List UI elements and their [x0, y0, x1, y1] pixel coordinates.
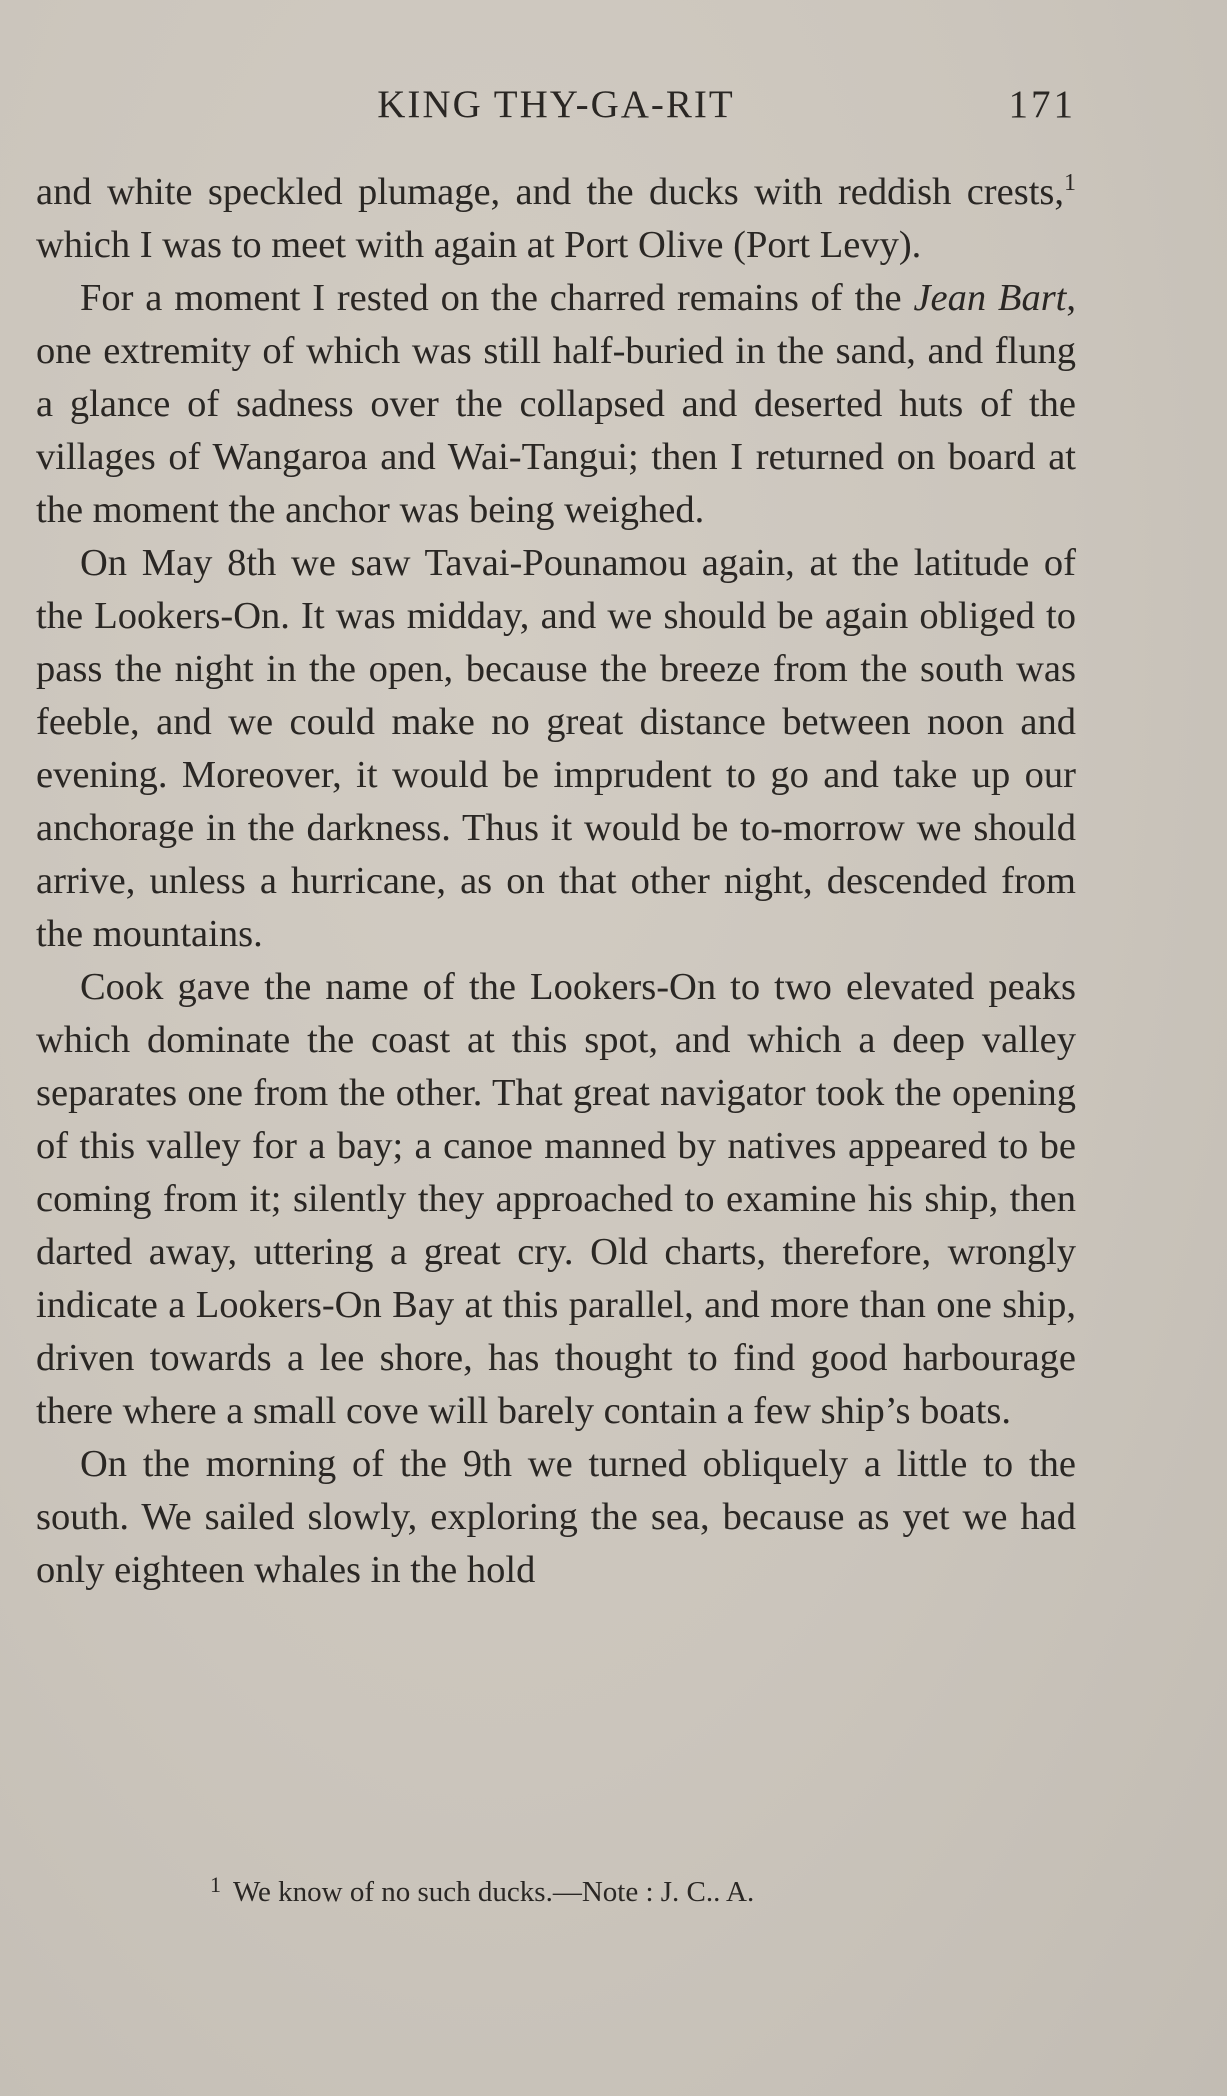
paragraph-1-text-rest: which I was to meet with again at Port Olive (Port Levy).: [36, 224, 922, 266]
footnote-reference: 1: [1064, 170, 1076, 196]
paragraph-2-text-end: , one extremity of which was still half-buried in the sand, and flung a glance of sadness over the collapsed and deserted huts of the villages of Wangaroa and Wai-Tangui; then I returned on board at the moment the anchor was being weighed.: [36, 277, 1077, 531]
paragraph-2: [36, 272, 1076, 537]
footnote-text: We know of no such ducks.—Note : J. C.. A.: [233, 1876, 755, 1908]
running-title: KING THY-GA-RIT: [377, 83, 735, 126]
footnote: [210, 1872, 1070, 1912]
page-number: 171: [1008, 83, 1076, 126]
body-text: [36, 166, 1076, 1597]
paragraph-1-text: and white speckled plumage, and the ducks with reddish crests,: [36, 171, 1064, 213]
paragraph-2-text-start: For a moment I rested on the charred remains of the: [80, 277, 914, 319]
paragraph-1: [36, 166, 1076, 272]
paragraph-5: On the morning of the 9th we turned obliquely a little to the south. We sailed slowly, exploring the sea, because as yet we had only eighteen whales in the hold: [36, 1443, 1076, 1591]
footnote-marker: 1: [210, 1872, 221, 1897]
paragraph-3: On May 8th we saw Tavai-Pounamou again, at the latitude of the Lookers-On. It was midday, and we should be again obliged to pass the night in the open, because the breeze from the south was feeble, and we could make no great distance between noon and evening. Moreover, it would be imprudent to go and take up our anchorage in the darkness. Thus it would be to-morrow we should arrive, unless a hurricane, as on that other night, descended from the mountains.: [36, 542, 1076, 955]
page-header: [36, 82, 1076, 142]
ship-name: Jean Bart: [913, 277, 1067, 319]
paragraph-4: Cook gave the name of the Lookers-On to two elevated peaks which dominate the coast at this spot, and which a deep valley separates one from the other. That great navigator took the opening of this valley for a bay; a canoe manned by natives appeared to be coming from it; silently they approached to examine his ship, then darted away, uttering a great cry. Old charts, therefore, wrongly indicate a Lookers-On Bay at this parallel, and more than one ship, driven towards a lee shore, has thought to find good harbourage there where a small cove will barely contain a few ship’s boats.: [36, 966, 1076, 1432]
